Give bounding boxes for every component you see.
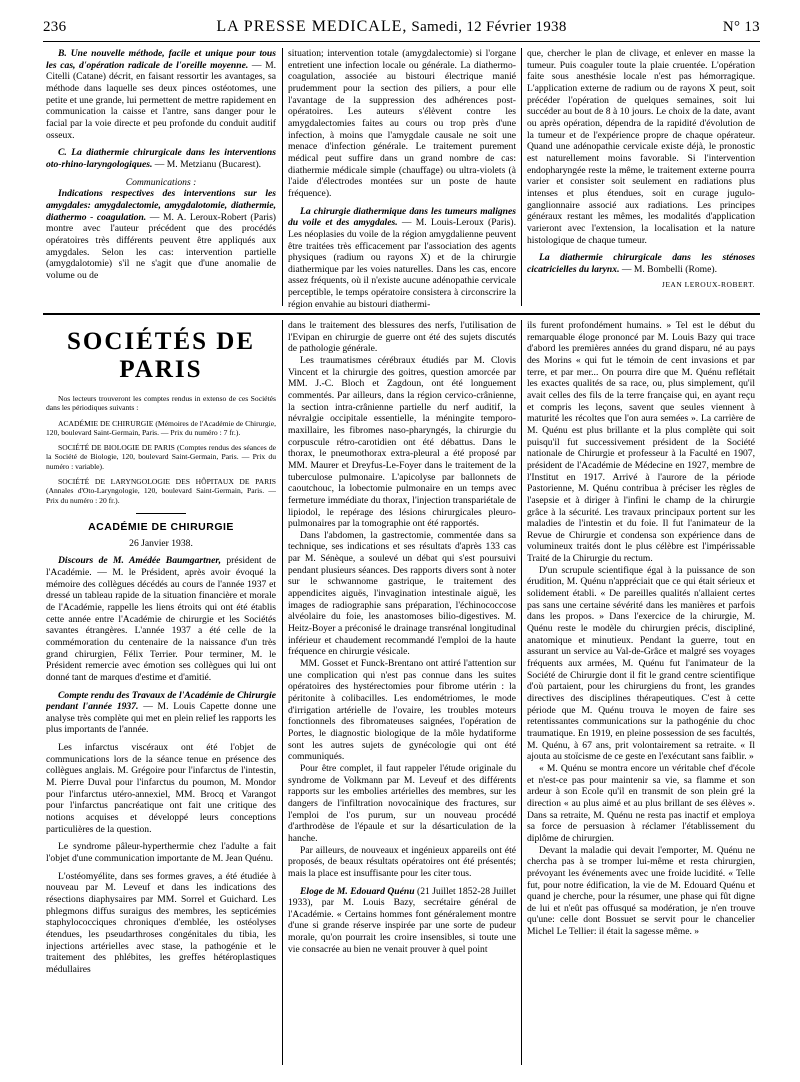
paragraph: « M. Quénu se montra encore un véritable chef d'école et n'est-ce pas pour maintenir sa vie, sa flamme et son ardeur à son Ecole qu'il en transmit de son plein gré la direction « au plus aimé et au plus brillant de ses élèves ». Dans sa retraite, M. Quénu ne resta pas inactif et employa sa force de persuasion à réclamer l'établissement du diplôme de chirurgien. [527,762,755,844]
top-column-2 [288,48,516,310]
paragraph: ils furent profondément humains. » Tel est le début du remarquable éloge prononcé par M. Louis Bazy qui trace d'abord les premières années du grand disparu, né au pays des Morins « qui fut le témoin de cent invasions et par terre, et par mer... On pourra dire que M. Quénu reflétait les exactes qualités de sa race, ou, plus simplement, qu'il avait celles des fils de la terre française qui, en ayant reçu et compris les leçons, savent que seules viennent à maturité les récoltes que l'on aura semées ». La carrière de M. Quénu est plus brillante et la plus complète qui soit puisqu'il fut successivement président de la Société nationale de Chirurgie et professeur à la Faculté en 1907, président de l'Académie de Médecine en 1927, membre de l'Institut en 1917. Arrivé à l'aurore de la période Pastorienne, M. Quénu contribua à préciser les règles de l'asepsie et à diriger à l'infini le champ de la chirurgie grâce à la sécurité. Les travaux principaux portent sur les maladies de l'intestin et du foie. Il fut l'animateur de la Revue de Chirurgie et condensa son expérience dans de volumineux traités dont le plus célèbre est l'impérissable Traité de la Chirurgie du rectum. [527,320,755,565]
divider [136,513,186,514]
issue-date: Samedi, 12 Février 1938 [411,19,567,35]
paragraph: Les infarctus viscéraux ont été l'objet de communications lors de la séance tenue en présence des collègues anglais. M. Grégoire pour l'infarctus de l'intestin, M. Pierre Duval pour l'infarctus du poumon, M. Mondor pour l'infarctus utéro-annexiel, MM. Brocq et Varangot pour l'infarctus pancréatique ont fait une critique des notions acquises et développé leurs conceptions particulières de la question. [46,742,276,835]
paragraph: Le syndrome pâleur-hyperthermie chez l'adulte a fait l'objet d'une communication importante de M. Jean Quénu. [46,841,276,865]
bottom-column-2 [288,320,516,1070]
intro-note: Nos lecteurs trouveront les comptes rendus in extenso de ces Sociétés dans les périodiques suivants : [46,394,276,413]
paragraph: La chirurgie diathermique dans les tumeurs malignes du voile et des amygdales. — M. Louis-Leroux (Paris). Les néoplasies du voile de la région amygdalienne peuvent être traitées très efficacement par l'association des agents physiques (radium ou rayons X) et de la chirurgie diathermique par les voies naturelles. Dans les cas, encore assez fréquents, où il n'existe aucune adénopathie cervicale perceptible, le temps opératoire consistera à circonscrire la région envahie au bistouri diathermi- [288,205,516,310]
paragraph: Par ailleurs, de nouveaux et ingénieux appareils ont été proposés, de beaux résultats opératoires ont été présentés; mais la place est insuffisante pour les citer tous. [288,844,516,879]
paragraph: Pour être complet, il faut rappeler l'étude originale du syndrome de Volkmann par M. Leveuf et des différents rapports sur les embolies artérielles des membres, sur les dangers de l'infiltration novocaïnique des fractures, sur l'emploi de l'os purum, sur un nouveau procédé d'arthrodèse de l'épaule et sur la désarticulation de la hanche. [288,762,516,844]
author-signature: JEAN LEROUX-ROBERT. [661,280,755,290]
column-divider [521,48,522,306]
paragraph: dans le traitement des blessures des nerfs, l'utilisation de l'Evipan en chirurgie de guerre ont été des sujets discutés de pathologie générale. [288,320,516,355]
paragraph: Dans l'abdomen, la gastrectomie, commentée dans sa technique, ses indications et ses résultats d'après 133 cas par M. Sénèque, a soulevé un débat qui s'est poursuivi pendant plusieurs séances. Des rapports divers sont à noter sur le schwannome gastrique, le traitement des appendicites aiguës, l'invagination intestinale aiguë, les images de radiographie sans préparation, l'échinococcose alvéolaire du foie, les anastomoses bilio-digestives. M. Heitz-Boyer a préconisé le drainage transrénal longitudinal inférieur et chaudement recommandé l'emploi de la haute fréquence en chirurgie vésicale. [288,529,516,658]
paragraph: L'ostéomyélite, dans ses formes graves, a été étudiée à nouveau par M. Leveuf et dans les indications des résections diaphysaires par MM. Sorrel et Guichard. Les phlegmons diffus suraigus des membres, les septicémies staphylococciques chroniques d'emblée, les ostéolyses étendues, les pseudarthroses congénitales du tibia, les injections artérielles avec stase, la pathogénie et le traitement des phlébites, les greffes hétéroplastiques médullaires [46,870,276,975]
page-header [43,18,760,42]
paragraph: Compte rendu des Travaux de l'Académie de Chirurgie pendant l'année 1937. — M. Louis Capette donne une analyse très complète qui met en plein relief les rapports les plus importants de l'année. [46,689,276,736]
top-column-3 [527,48,755,310]
paragraph: que, chercher le plan de clivage, et enlever en masse la tumeur. Puis coaguler toute la plaie cruentée. L'opération faite sous anesthésie locale n'est pas hémorragique. L'application externe de radium ou de rayons X peut, soit précéder l'opération de quelques semaines, soit lui succéder au bout de 8 à 10 jours. Le choix de la date, avant ou après opération, dépendra de la rapidité d'évolution de la tumeur et de l'expérience propre de chaque opérateur. Quand une adénopathie cervicale existe déjà, le pronostic est naturellement moins favorable. Si l'intervention endopharyngée reste la même, le traitement externe pourra varier et consister soit seulement en radiations plus intenses et plus étendues, soit en curage jugulo-ganglionnaire associé aux radiations. Les principes généraux restant les mêmes, les modalités d'application varieront avec l'extension, la localisation et la nature histologique de chaque tumeur. [527,48,755,246]
section-title: SOCIÉTÉS DE PARIS [66,328,256,383]
periodical-reference: ACADÉMIE DE CHIRURGIE (Mémoires de l'Académie de Chirurgie, 120, boulevard Saint-Germain, Paris. — Prix du numéro : 7 fr.). [46,418,276,437]
periodical-reference: SOCIÉTÉ DE BIOLOGIE DE PARIS (Comptes rendus des séances de la Société de Biologie, 120, boulevard Saint-Germain, Paris. — Prix du numéro : variable). [46,443,276,471]
subheading: Communications : [125,176,197,188]
paragraph: Eloge de M. Edouard Quénu (21 Juillet 1852-28 Juillet 1933), par M. Louis Bazy, secrétaire général de l'Académie. « Certains hommes font généralement montre d'une si grande réserve inspirée par une sorte de pudeur morale, qu'on pourrait les croire insensibles, si toute une vie consacrée au bien ne venait prouver à quel point [288,885,516,955]
top-column-1 [46,48,276,310]
periodical-reference: SOCIÉTÉ DE LARYNGOLOGIE DES HÔPITAUX DE PARIS (Annales d'Oto-Laryngologie, 120, boulevard Saint-Germain, Paris. — Prix du numéro : 20 fr.). [46,477,276,505]
paragraph: Indications respectives des interventions sur les amygdales: amygdalectomie, amygdalotomie, diathermie, diathermo - coagulation. — M. A. Leroux-Robert (Paris) montre avec l'auteur précédent que des procédés opératoires très différents peuvent être appliqués aux amygdales. Selon les cas: intervention partielle (amygdalotomie) s'il ne s'agit que d'une anomalie de volume ou de [46,188,276,281]
paragraph: C. La diathermie chirurgicale dans les interventions oto-rhino-laryngologiques. — M. Metzianu (Bucarest). [46,147,276,170]
paragraph: situation; intervention totale (amygdalectomie) si l'organe entretient une infection locale ou générale. La diathermo-coagulation, associée au bistouri électrique manié prudemment pour la section des piliers, a pour elle l'avantage de la suppression des adhérences post-opératoires. Les auteurs s'élèvent contre les amygdalectomies faites au cours ou trop près d'une infection, à moins que l'amygdale causale ne soit une menace d'infection générale. Le traitement purement médical peut suffire dans un grand nombre de cas: diathermie médicale simple (chauffage) ou ultra-violets (à l'aide d'électrodes montées sur un poste de haute fréquence). [288,48,516,199]
paragraph: Devant la maladie qui devait l'emporter, M. Quénu ne chercha pas à se tromper lui-même et resta chirurgien, prévoyant les événements avec une froide lucidité. « Telle fut, pour notre édification, la vie de M. Edouard Quénu et quand je cherche, pour la résumer, une phase qui fût digne de lui et n'eût pas offusqué sa modération, je n'en trouve qu'une: celle dont Bossuet se servit pour le chancelier Michel Le Tellier: il était la sagesse même. » [527,844,755,938]
column-divider [282,320,283,1065]
journal-name: LA PRESSE MEDICALE, [216,18,408,35]
paragraph: Discours de M. Amédée Baumgartner, président de l'Académie. — M. le Président, après avoir évoqué la mémoire des collègues décédés au cours de l'année 1937 et dressé un tableau rapide de la situation financière et morale de l'Académie, rappelle les liens étroits qui ont été établis cette année entre l'Académie de chirurgie et les Sociétés savantes étrangères. L'année 1937 a été celle de la commémoration du centenaire de la naissance d'un très grand chirurgien, Félix Terrier. Pour terminer, M. le Président remercie avec émotion ses collègues qui lui ont donné tant de marques d'estime et d'amitié. [46,555,276,683]
header-rule [43,41,760,42]
column-divider [282,48,283,306]
column-divider [521,320,522,1065]
session-date: 26 Janvier 1938. [129,537,193,549]
paragraph: La diathermie chirurgicale dans les sténoses cicatricielles du larynx. — M. Bombelli (Rome). [527,252,755,275]
page-number: 236 [43,19,67,35]
paragraph: Les traumatismes cérébraux étudiés par M. Clovis Vincent et la chirurgie des goitres, question amorcée par MM. J.-C. Bloch et Zagdoun, ont été longuement commentés. Par ailleurs, dans la région cervico-crânienne, la section intra-crânienne partielle du nerf auditif, la névralgie occipitale essentielle, la méningite temporo-maxillaire, les fibromes naso-pharyngés, la chirurgie du corpuscule rétro-carotidien ont été débattus. Dans le thorax, le pneumothorax extra-pleural a été proposé par MM. Maurer et Dreyfus-Le-Foyer dans le traitement de la tuberculose pulmonaire. L'apicolyse par ballonnets de caoutchouc, la lobectomie pulmonaire en un temps avec fermeture immédiate du thorax, l'injection transpariétale de lipiodol, le repérage des lésions chirurgicales pleuro-pulmonaires par la tomographie ont été rapportés. [288,354,516,530]
paragraph: D'un scrupule scientifique égal à la puissance de son érudition, M. Quénu n'appréciait que ce qui était sérieux et solidement établi. « De pareilles qualités n'allaient certes pas sans une certaine sévérité dans les manières et parfois dans les propos. » Dans l'exercice de la chirurgie, M. Quénu reste le modèle du chirurgien précis, discipliné, anatomique et minutieux. Pendant la guerre, tout en assurant un service au Val-de-Grâce et malgré ses voyages fréquents aux armées, M. Quénu fut l'animateur de la Société de Chirurgie dont il fit le grand centre scientifique d'où partaient, pour les chirurgiens du front, les grandes directives des disciplines thérapeutiques. C'est à cette période que M. Quénu trouva le moyen de faire ses retentissantes communications sur la pathogénie du choc traumatique. En 1919, en pleine possession de ses facultés, M. Quénu, à 67 ans, prit volontairement sa retraite. « Il ajouta au stoïcisme de ce geste en l'exécutant sans faiblir. » [527,564,755,763]
journal-masthead [83,18,700,36]
society-title: ACADÉMIE DE CHIRURGIE [88,520,234,533]
paragraph: B. Une nouvelle méthode, facile et unique pour tous les cas, d'opération radicale de l'oreille moyenne. — M. Citelli (Catane) décrit, en faisant ressortir les avantages, sa méthode dans laquelle ses deux pinces ostéotomes, une petite et une grande, lui permettent de mettre rapidement en communication la caisse et l'antre, sans danger pour le facial par la voie directe et peu profonde du conduit auditif osseux. [46,48,276,141]
issue-number: N° 13 [722,19,760,35]
bottom-column-1 [46,320,276,1070]
section-rule [43,313,760,315]
paragraph: MM. Gosset et Funck-Brentano ont attiré l'attention sur une complication qui n'est pas connue dans les suites opératoires des hystérectomies pour fibrome utérin : la péritonite à colibacilles. Les endométriomes, le mode d'irrigation artérielle de l'ovaire, les troubles moteurs fonctionnels des fibromateuses saignées, l'opération de Portes, le diagnostic biologique de la môle hydatiforme sont les autres sujets de gynécologie qui ont été communiqués. [288,658,516,763]
bottom-column-3 [527,320,755,1070]
